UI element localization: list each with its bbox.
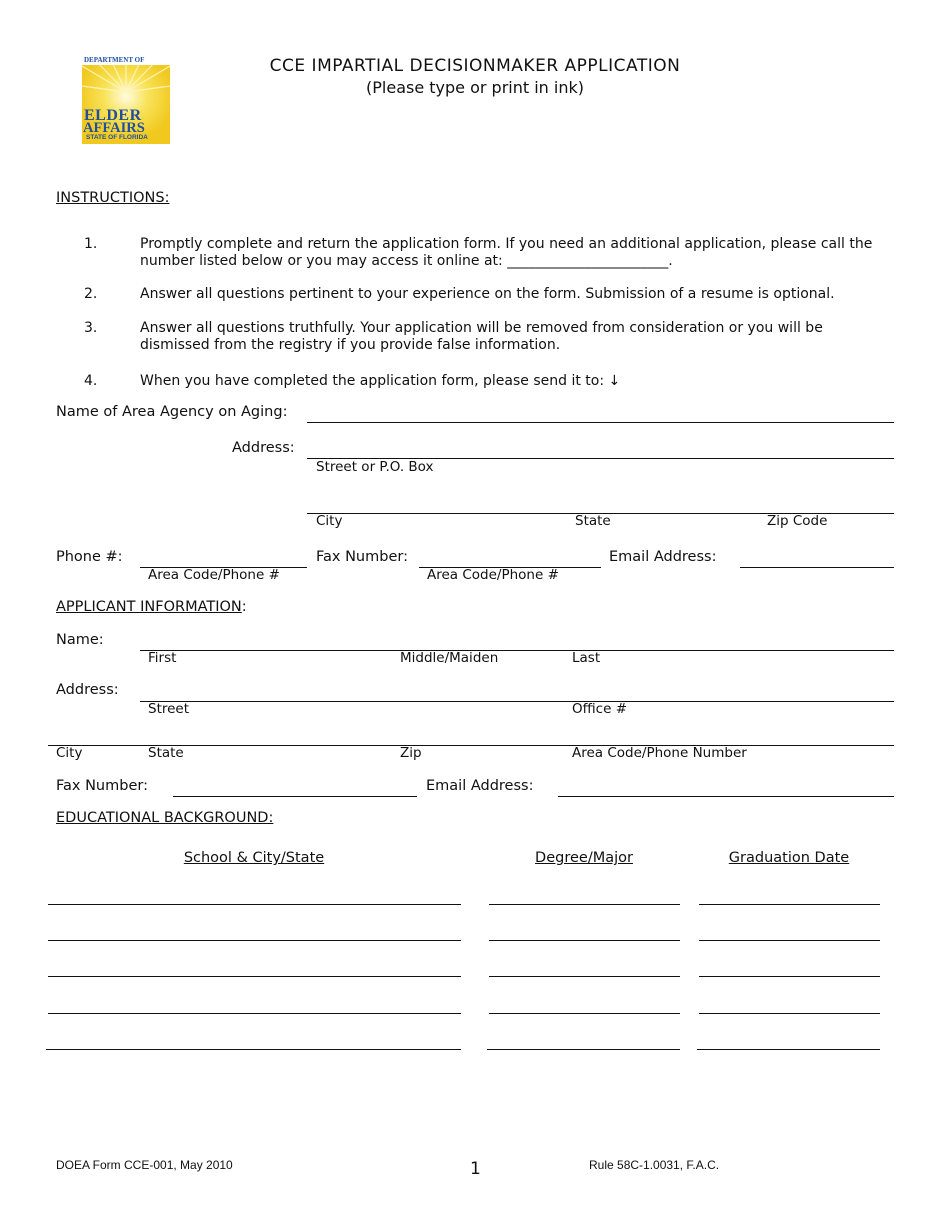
- footer-rule: Rule 58C-1.0031, F.A.C.: [589, 1158, 720, 1172]
- agency-address-label: Address:: [232, 440, 295, 456]
- agency-name-field[interactable]: [307, 422, 894, 423]
- applicant-name-field[interactable]: [140, 650, 894, 651]
- agency-email-label: Email Address:: [609, 549, 717, 565]
- applicant-first-caption: First: [148, 650, 177, 666]
- applicant-street-field[interactable]: [140, 701, 894, 702]
- education-school-field-3[interactable]: [48, 976, 461, 977]
- education-date-field-4[interactable]: [699, 1013, 880, 1014]
- education-col-school: School & City/State: [183, 850, 325, 866]
- instruction-text-2: Answer all questions pertinent to your experience on the form. Submission of a resume is optional.: [140, 286, 835, 302]
- applicant-zip-caption: Zip: [400, 745, 422, 761]
- form-subtitle: (Please type or print in ink): [366, 78, 584, 97]
- instruction-text-1: Promptly complete and return the application form. If you need an additional application, please call the number listed below or you may access it online at: _______________________.: [140, 236, 873, 269]
- instruction-number-4: 4.: [84, 373, 98, 389]
- education-school-field-5[interactable]: [46, 1049, 461, 1050]
- instruction-text-4: When you have completed the application form, please send it to: ↓: [140, 373, 621, 389]
- logo-department-of: DEPARTMENT OF: [84, 56, 145, 64]
- applicant-last-caption: Last: [572, 650, 601, 666]
- applicant-email-label: Email Address:: [426, 778, 534, 794]
- footer-form-id: DOEA Form CCE-001, May 2010: [56, 1158, 233, 1172]
- agency-name-label: Name of Area Agency on Aging:: [56, 404, 288, 420]
- instruction-number-2: 2.: [84, 286, 98, 302]
- applicant-fax-field[interactable]: [173, 796, 417, 797]
- education-school-field-4[interactable]: [48, 1013, 461, 1014]
- applicant-office-caption: Office #: [572, 701, 628, 717]
- instructions-heading: INSTRUCTIONS:: [56, 190, 170, 206]
- applicant-heading-colon: :: [241, 599, 247, 615]
- agency-street-caption: Street or P.O. Box: [316, 459, 434, 475]
- applicant-address-label: Address:: [56, 682, 119, 698]
- applicant-fax-label: Fax Number:: [56, 778, 148, 794]
- education-degree-field-5[interactable]: [487, 1049, 680, 1050]
- agency-phone-label: Phone #:: [56, 549, 123, 565]
- logo-elder: ELDER: [84, 107, 142, 124]
- education-date-field-2[interactable]: [699, 940, 880, 941]
- applicant-middle-caption: Middle/Maiden: [400, 650, 499, 666]
- agency-zip-caption: Zip Code: [767, 513, 828, 529]
- education-col-degree: Degree/Major: [535, 850, 633, 866]
- education-school-field-1[interactable]: [48, 904, 461, 905]
- education-heading: EDUCATIONAL BACKGROUND:: [56, 810, 274, 826]
- applicant-heading: [56, 600, 247, 615]
- agency-fax-label: Fax Number:: [316, 549, 408, 565]
- education-degree-field-3[interactable]: [489, 976, 680, 977]
- agency-state-caption: State: [575, 513, 611, 529]
- education-school-field-2[interactable]: [48, 940, 461, 941]
- agency-city-caption: City: [316, 513, 343, 529]
- education-date-field-3[interactable]: [699, 976, 880, 977]
- education-col-date: Graduation Date: [728, 850, 850, 866]
- applicant-name-label: Name:: [56, 632, 104, 648]
- education-date-field-5[interactable]: [697, 1049, 880, 1050]
- instruction-text-3: Answer all questions truthfully. Your application will be removed from consideration or you will be dismissed from the registry if you provide false information.: [140, 320, 823, 353]
- education-degree-field-4[interactable]: [489, 1013, 680, 1014]
- applicant-state-caption: State: [148, 745, 184, 761]
- education-date-field-1[interactable]: [699, 904, 880, 905]
- education-degree-field-1[interactable]: [489, 904, 680, 905]
- instruction-number-1: 1.: [84, 236, 98, 252]
- agency-fax-caption: Area Code/Phone #: [427, 567, 559, 583]
- agency-email-field[interactable]: [740, 567, 894, 568]
- logo-affairs: AFFAIRS: [83, 120, 145, 136]
- footer-page-number: 1: [470, 1159, 481, 1179]
- applicant-street-caption: Street: [148, 701, 190, 717]
- form-title: CCE IMPARTIAL DECISIONMAKER APPLICATION: [269, 56, 681, 76]
- education-degree-field-2[interactable]: [489, 940, 680, 941]
- applicant-email-field[interactable]: [558, 796, 894, 797]
- agency-phone-caption: Area Code/Phone #: [148, 567, 280, 583]
- applicant-phone-caption: Area Code/Phone Number: [572, 745, 747, 761]
- applicant-city-caption: City: [56, 745, 83, 761]
- instruction-number-3: 3.: [84, 320, 98, 336]
- department-logo: [82, 56, 170, 144]
- applicant-heading-text: APPLICANT INFORMATION: [56, 599, 242, 615]
- logo-state-of-florida: STATE OF FLORIDA: [86, 134, 148, 141]
